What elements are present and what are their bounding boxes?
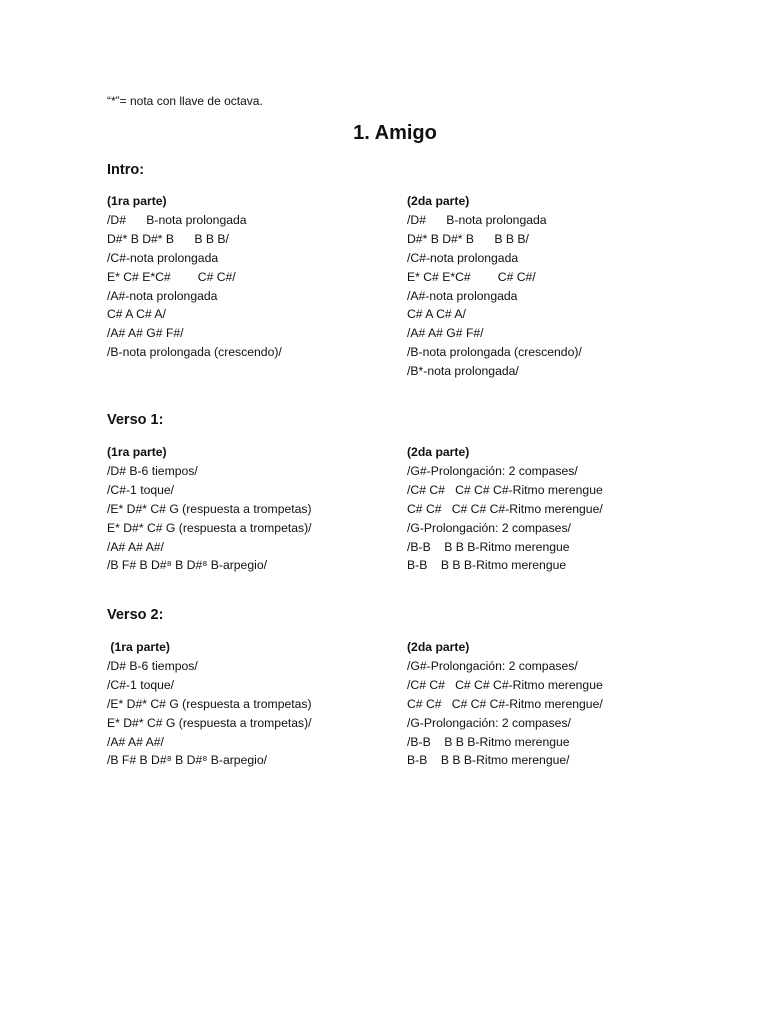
section-heading-verso-1: Verso 1:	[107, 412, 164, 428]
chord-line: /C# C# C# C# C#-Ritmo merengue	[407, 677, 603, 692]
chord-line: /B F# B D#⁸ B D#⁸ B-arpegio/	[107, 558, 267, 573]
chord-line: /G-Prolongación: 2 compases/	[407, 520, 571, 535]
octave-note-legend: “*”= nota con llave de octava.	[107, 94, 263, 108]
chord-line: /A# A# A#/	[107, 734, 164, 749]
chord-line: /A# A# A#/	[107, 539, 164, 554]
chord-line: /B F# B D#⁸ B D#⁸ B-arpegio/	[107, 753, 267, 768]
chord-line: C# C# C# C# C#-Ritmo merengue/	[407, 501, 603, 516]
chord-line: /C#-nota prolongada	[407, 250, 519, 265]
chord-line: /E* D#* C# G (respuesta a trompetas)	[107, 501, 312, 516]
chord-line: B-B B B B-Ritmo merengue	[407, 558, 567, 573]
part-header: (2da parte)	[407, 445, 470, 459]
chord-line: /B-B B B B-Ritmo merengue	[407, 539, 570, 554]
section-heading-intro: Intro:	[107, 162, 145, 178]
chord-line: /A#-nota prolongada	[407, 288, 518, 303]
verso2-part1-column	[107, 638, 312, 770]
intro-part1-column	[107, 192, 282, 362]
chord-line: C# C# C# C# C#-Ritmo merengue/	[407, 696, 603, 711]
chord-line: /G-Prolongación: 2 compases/	[407, 715, 571, 730]
chord-line: B-B B B B-Ritmo merengue/	[407, 753, 570, 768]
chord-line: /C# C# C# C# C#-Ritmo merengue	[407, 482, 603, 497]
verso1-part2-column	[407, 443, 603, 575]
part-header: (1ra parte)	[107, 194, 167, 208]
chord-line: D#* B D#* B B B B/	[107, 231, 229, 246]
chord-line: D#* B D#* B B B B/	[407, 231, 529, 246]
chord-line: /A# A# G# F#/	[107, 326, 184, 341]
chord-line: /D# B-6 tiempos/	[107, 463, 198, 478]
chord-line: /D# B-6 tiempos/	[107, 658, 198, 673]
part-header: (1ra parte)	[107, 640, 170, 654]
chord-line: E* C# E*C# C# C#/	[407, 269, 536, 284]
chord-line: /B*-nota prolongada/	[407, 364, 519, 379]
chord-line: /C#-nota prolongada	[107, 250, 219, 265]
chord-line: /C#-1 toque/	[107, 677, 175, 692]
chord-line: /B-nota prolongada (crescendo)/	[407, 345, 582, 360]
part-header: (2da parte)	[407, 194, 470, 208]
chord-line: /E* D#* C# G (respuesta a trompetas)	[107, 696, 312, 711]
song-title: 1. Amigo	[353, 122, 437, 144]
verso2-part2-column	[407, 638, 603, 770]
chord-line: /B-nota prolongada (crescendo)/	[107, 345, 282, 360]
chord-line: /D# B-nota prolongada	[107, 212, 247, 227]
chord-line: /G#-Prolongación: 2 compases/	[407, 658, 578, 673]
chord-line: /G#-Prolongación: 2 compases/	[407, 463, 578, 478]
chord-line: E* D#* C# G (respuesta a trompetas)/	[107, 715, 312, 730]
chord-line: C# A C# A/	[107, 307, 166, 322]
chord-line: /A# A# G# F#/	[407, 326, 484, 341]
chord-line: /A#-nota prolongada	[107, 288, 218, 303]
chord-line: E* D#* C# G (respuesta a trompetas)/	[107, 520, 312, 535]
chord-line: /B-B B B B-Ritmo merengue	[407, 734, 570, 749]
intro-part2-column	[407, 192, 582, 381]
part-header: (2da parte)	[407, 640, 470, 654]
part-header: (1ra parte)	[107, 445, 167, 459]
chord-line: /C#-1 toque/	[107, 482, 175, 497]
chord-line: C# A C# A/	[407, 307, 466, 322]
section-heading-verso-2: Verso 2:	[107, 607, 164, 623]
chord-line: /D# B-nota prolongada	[407, 212, 547, 227]
chord-line: E* C# E*C# C# C#/	[107, 269, 236, 284]
verso1-part1-column	[107, 443, 312, 575]
